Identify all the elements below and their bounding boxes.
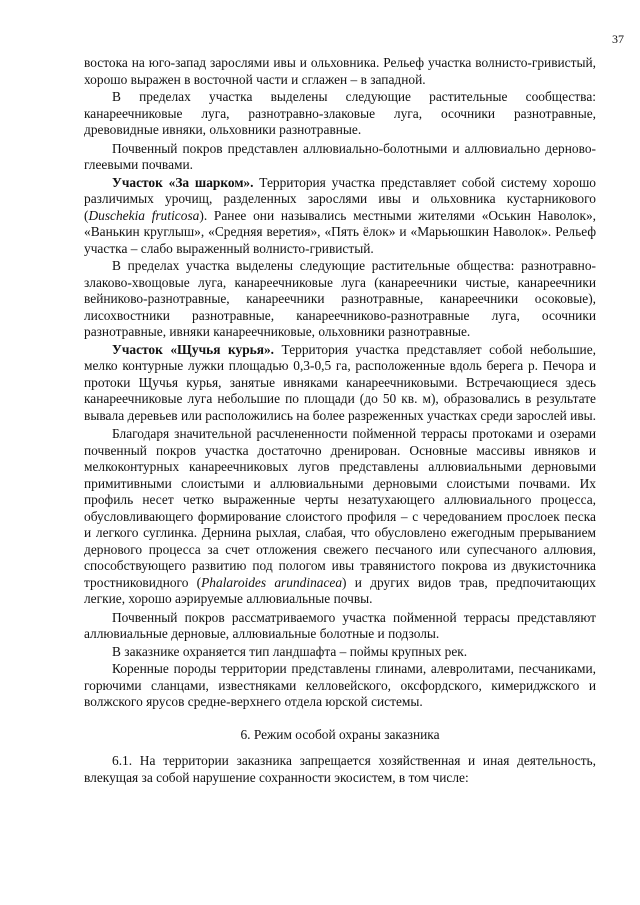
paragraph-6-text: Территория участка представляет собой небольшие, мелко контурные лужки площадью 0,3-0,5 га, расположенные вдоль берега р. Печора и протоки Щучья курья, занятые ивняками канареечниковыми. Встречающиеся здесь канареечниковые луга небольшие по площади (до 50 кв. м), образовались в результате вывала деревьев или расположились на более разреженных участках среди зарослей ивы. — [84, 341, 597, 423]
paragraph-4-text-b: ). Ранее они назывались местными жителями «Оськин Наволок», «Ванькин круглыш», «Средняя веретия», «Пять ёлок» и «Марьюшкин Наволок». Рельеф участка – слабо выраженный волнисто-гривистый. — [84, 207, 596, 256]
paragraph-4 — [84, 175, 596, 258]
paragraph-7 — [84, 426, 596, 608]
section-heading-6: 6. Режим особой охраны заказника — [240, 726, 440, 742]
section-title-za-sharkom: Участок «За шарком». — [112, 174, 254, 190]
paragraph-6 — [84, 342, 596, 425]
latin-name-duschekia: Duschekia fruticosa — [88, 207, 200, 223]
paragraph-10: Коренные породы территории представлены глинами, алевролитами, песчаниками, горючими сланцами, известняками келловейского, оксфордского, кимериджского и волжского ярусов средне-верхнего отдела юрской системы. — [84, 661, 596, 709]
page-number: 37 — [612, 32, 624, 46]
paragraph-5: В пределах участка выделены следующие растительные общества: разнотравно-злаково-хвощовые луга, канареечниковые луга (канареечники чистые, канареечники вейниково-разнотравные, канареечники разнотравные, канареечники осоковые), лисохвостники разнотравные, канареечниково-разнотравные луга, осочники разнотравные, ивняки канареечниковые, ольховники разнотравные. — [84, 258, 596, 339]
section-title-shchuchya-kurya: Участок «Щучья курья». — [112, 341, 275, 357]
paragraph-7-text-a: Благодаря значительной расчлененности пойменной террасы протоками и озерами почвенный покров участка достаточно дренирован. Основные массивы ивняков и мелкоконтурных канареечниковых лугов представлены аллювиальными дерновыми примитивными слоистыми и аллювиальными дерновыми слоистыми почвами. Их профиль несет четко выраженные черты незатухающего аллювиального процесса, обусловливающего формирование слоистого профиля – с чередованием прослоек песка и легкого суглинка. Дернина рыхлая, слабая, что обусловлено ежегодным прерыванием дернового процесса за счет отложения свежего песчаного или супесчаного аллювия, способствующего развитию под пологом ивы травянистого покрова из двукисточника тростниковидного ( — [84, 426, 596, 590]
latin-name-phalaroides: Phalaroides arundinacea — [201, 574, 343, 590]
paragraph-7-text-b: ) и других видов трав, предпочитающих легкие, хорошо аэрируемые аллювиальные почвы. — [84, 574, 596, 606]
paragraph-1: востока на юго-запад зарослями ивы и ольховника. Рельеф участка волнисто-гривистый, хорошо выражен в восточной части и сглажен – в западной. — [84, 55, 596, 87]
paragraph-8: Почвенный покров рассматриваемого участка пойменной террасы представляют аллювиальные дерновые, аллювиальные болотные и подзолы. — [84, 609, 596, 641]
paragraph-9: В заказнике охраняется тип ландшафта – поймы крупных рек. — [112, 643, 468, 659]
document-body — [84, 55, 596, 787]
paragraph-3: Почвенный покров представлен аллювиально-болотными и аллювиально дерново-глеевыми почвами. — [84, 140, 596, 172]
paragraph-4-text-a: Территория участка представляет собой систему хорошо различимых урочищ, разделенных зарослями ивы и ольховника кустарникового ( — [84, 174, 596, 223]
paragraph-11: 6.1. На территории заказника запрещается хозяйственная и иная деятельность, влекущая за собой нарушение сохранности экосистем, в том числе: — [84, 753, 596, 785]
paragraph-2: В пределах участка выделены следующие растительные сообщества: канареечниковые луга, разнотравно-злаковые луга, осочники разнотравные, древовидные ивняки, ольховники разнотравные. — [84, 89, 596, 137]
